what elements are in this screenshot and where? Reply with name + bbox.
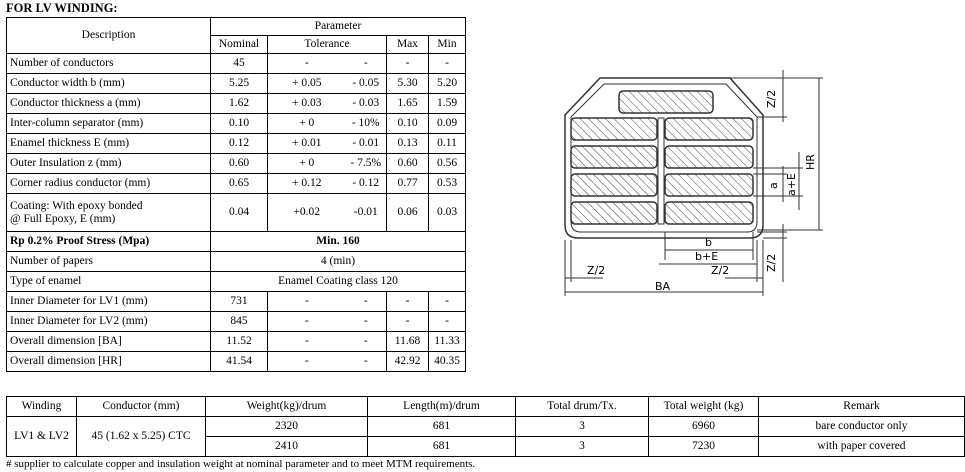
row-min: 0.56 — [429, 154, 466, 174]
drum-header-cell: Remark — [759, 397, 965, 417]
drum-count: 3 — [516, 417, 649, 437]
column-separator — [658, 118, 664, 224]
drum-header-cell: Winding — [7, 397, 77, 417]
table-row — [7, 54, 466, 74]
row-description: Overall dimension [BA] — [7, 332, 211, 352]
table-row — [7, 194, 466, 232]
row-tol-minus: - — [346, 54, 387, 74]
row-tol-minus: - — [346, 332, 387, 352]
row-tol-plus: - — [268, 352, 346, 372]
drum-weight: 2410 — [206, 437, 368, 457]
row-tol-minus: - — [346, 312, 387, 332]
row-nominal: 0.65 — [211, 174, 268, 194]
row-max: 11.68 — [387, 332, 429, 352]
row-max: 0.13 — [387, 134, 429, 154]
row-description: Enamel thickness E (mm) — [7, 134, 211, 154]
row-tol-plus: + 0.05 — [268, 74, 346, 94]
table-row — [7, 134, 466, 154]
drum-header-cell: Weight(kg)/drum — [206, 397, 368, 417]
enamel-description: Type of enamel — [7, 272, 211, 292]
coating-min: 0.03 — [429, 194, 466, 232]
label-ba: BA — [655, 280, 671, 293]
row-tol-minus: - 10% — [346, 114, 387, 134]
drum-header-row — [7, 397, 965, 417]
row-description: Inter-column separator (mm) — [7, 114, 211, 134]
conductor-cross-section-diagram — [555, 60, 817, 300]
row-tol-minus: - 0.12 — [346, 174, 387, 194]
label-a: a — [767, 182, 780, 189]
row-description: Corner radius conductor (mm) — [7, 174, 211, 194]
spec-table — [6, 17, 466, 372]
table-row — [7, 352, 466, 372]
row-tol-plus: - — [268, 332, 346, 352]
drum-total-weight: 7230 — [649, 437, 759, 457]
row-min: - — [429, 312, 466, 332]
row-description: Conductor thickness a (mm) — [7, 94, 211, 114]
conductor-left-2 — [571, 146, 657, 168]
row-tol-plus: + 0.01 — [268, 134, 346, 154]
row-tol-plus: - — [268, 54, 346, 74]
table-row — [7, 417, 965, 437]
label-a-plus-e: a+E — [785, 173, 798, 196]
row-tol-plus: - — [268, 312, 346, 332]
row-min: - — [429, 54, 466, 74]
row-tol-minus: - 0.03 — [346, 94, 387, 114]
table-row — [7, 114, 466, 134]
row-nominal: 0.10 — [211, 114, 268, 134]
row-description: Inner Diameter for LV2 (mm) — [7, 312, 211, 332]
row-tol-minus: - — [346, 292, 387, 312]
conductor-left-1 — [571, 118, 657, 140]
drum-conductor: 45 (1.62 x 5.25) CTC — [77, 417, 206, 457]
footnote: # supplier to calculate copper and insulation weight at nominal parameter and to meet MTM requirements. — [6, 458, 476, 470]
header-description: Description — [7, 18, 211, 54]
coating-tol-plus: +0.02 — [268, 194, 346, 232]
coating-description: Coating: With epoxy bonded @ Full Epoxy, E (mm) — [7, 194, 211, 232]
row-nominal: 11.52 — [211, 332, 268, 352]
row-nominal: 41.54 — [211, 352, 268, 372]
table-row — [7, 154, 466, 174]
drum-header-cell: Conductor (mm) — [77, 397, 206, 417]
label-z2-bottom: Z/2 — [765, 253, 778, 272]
row-nominal: 845 — [211, 312, 268, 332]
row-max: - — [387, 312, 429, 332]
label-b-plus-e: b+E — [695, 250, 719, 263]
row-description: Inner Diameter for LV1 (mm) — [7, 292, 211, 312]
table-row — [7, 174, 466, 194]
header-parameter: Parameter — [211, 18, 466, 36]
label-hr: HR — [804, 154, 817, 170]
row-max: - — [387, 54, 429, 74]
row-tol-minus: - 0.01 — [346, 134, 387, 154]
row-tol-minus: - — [346, 352, 387, 372]
row-description: Overall dimension [HR] — [7, 352, 211, 372]
drum-remark: bare conductor only — [759, 417, 965, 437]
table-row — [7, 292, 466, 312]
row-min: 0.09 — [429, 114, 466, 134]
header-tolerance: Tolerance — [268, 36, 387, 54]
papers-description: Number of papers — [7, 252, 211, 272]
enamel-value: Enamel Coating class 120 — [211, 272, 466, 292]
row-max: 0.10 — [387, 114, 429, 134]
row-max: 1.65 — [387, 94, 429, 114]
header-min: Min — [429, 36, 466, 54]
drum-remark: with paper covered — [759, 437, 965, 457]
conductor-right-3 — [665, 174, 753, 196]
row-min: 0.53 — [429, 174, 466, 194]
row-nominal: 731 — [211, 292, 268, 312]
table-row — [7, 332, 466, 352]
row-min: 0.11 — [429, 134, 466, 154]
label-z2-top: Z/2 — [765, 89, 778, 108]
proof-description: Rp 0.2% Proof Stress (Mpa) — [7, 232, 211, 252]
row-min: 1.59 — [429, 94, 466, 114]
drum-header-cell: Total drum/Tx. — [516, 397, 649, 417]
row-tol-minus: - 0.05 — [346, 74, 387, 94]
table-row — [7, 272, 466, 292]
row-description: Conductor width b (mm) — [7, 74, 211, 94]
row-tol-plus: - — [268, 292, 346, 312]
row-nominal: 1.62 — [211, 94, 268, 114]
row-tol-plus: + 0 — [268, 114, 346, 134]
coating-tol-minus: -0.01 — [346, 194, 387, 232]
coating-max: 0.06 — [387, 194, 429, 232]
table-row — [7, 232, 466, 252]
row-nominal: 0.12 — [211, 134, 268, 154]
table-row — [7, 74, 466, 94]
row-nominal: 0.60 — [211, 154, 268, 174]
conductor-right-1 — [665, 118, 753, 140]
label-z2-left: Z/2 — [587, 264, 606, 277]
drum-length: 681 — [368, 417, 516, 437]
row-min: 40.35 — [429, 352, 466, 372]
row-min: - — [429, 292, 466, 312]
conductor-left-4 — [571, 202, 657, 224]
row-max: 42.92 — [387, 352, 429, 372]
top-conductor — [619, 91, 713, 113]
proof-value: Min. 160 — [211, 232, 466, 252]
label-z2-mid: Z/2 — [711, 264, 730, 277]
row-max: - — [387, 292, 429, 312]
drum-weight: 2320 — [206, 417, 368, 437]
row-tol-plus: + 0.12 — [268, 174, 346, 194]
row-tol-plus: + 0 — [268, 154, 346, 174]
table-row — [7, 252, 466, 272]
row-max: 0.77 — [387, 174, 429, 194]
drum-header-cell: Total weight (kg) — [649, 397, 759, 417]
row-min: 5.20 — [429, 74, 466, 94]
row-tol-minus: - 7.5% — [346, 154, 387, 174]
drum-winding: LV1 & LV2 — [7, 417, 77, 457]
conductor-left-3 — [571, 174, 657, 196]
header-max: Max — [387, 36, 429, 54]
row-min: 11.33 — [429, 332, 466, 352]
drum-total-weight: 6960 — [649, 417, 759, 437]
papers-value: 4 (min) — [211, 252, 466, 272]
row-description: Outer Insulation z (mm) — [7, 154, 211, 174]
conductor-right-4 — [665, 202, 753, 224]
row-max: 5.30 — [387, 74, 429, 94]
row-tol-plus: + 0.03 — [268, 94, 346, 114]
coating-nominal: 0.04 — [211, 194, 268, 232]
label-b: b — [705, 236, 712, 249]
drum-length: 681 — [368, 437, 516, 457]
row-max: 0.60 — [387, 154, 429, 174]
drum-table — [6, 396, 965, 457]
row-nominal: 45 — [211, 54, 268, 74]
table-row — [7, 94, 466, 114]
row-description: Number of conductors — [7, 54, 211, 74]
table-row — [7, 312, 466, 332]
drum-count: 3 — [516, 437, 649, 457]
row-nominal: 5.25 — [211, 74, 268, 94]
drum-header-cell: Length(m)/drum — [368, 397, 516, 417]
section-title: FOR LV WINDING: — [6, 1, 118, 15]
conductor-right-2 — [665, 146, 753, 168]
header-nominal: Nominal — [211, 36, 268, 54]
